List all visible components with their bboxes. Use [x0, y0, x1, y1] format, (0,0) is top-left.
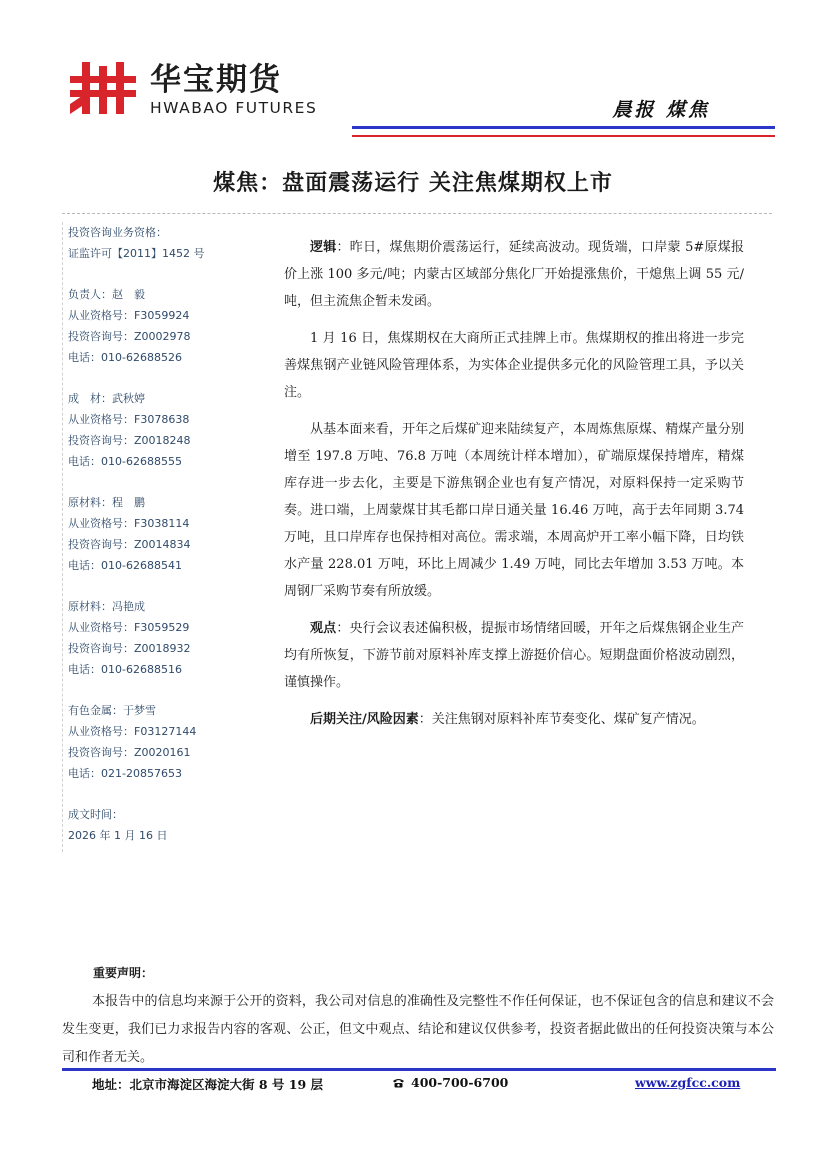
footer-phone	[392, 1075, 508, 1090]
logo-chinese-name: 华宝期货	[150, 62, 282, 98]
contact-block	[68, 284, 268, 368]
contact-cert: 从业资格号：F3059529	[68, 621, 190, 634]
report-tag: 晨报 煤焦	[612, 99, 710, 121]
license-number: 证监许可【2011】1452 号	[68, 247, 205, 260]
company-logo	[68, 62, 318, 122]
fundamentals-text: 从基本面来看，开年之后煤矿迎来陆续复产，本周炼焦原煤、精煤产量分别增至 197.8 万吨、76.8 万吨（本周统计样本增加），矿端原煤保持增库，精煤库存进一步去化，主要是下游焦钢企业也有复产情况，对原料保持一定采购节奏。进口端，上周蒙煤甘其毛都口岸日通关量 16.46 万吨，高于去年同期 3.74 万吨，且口岸库存也保持相对高位。需求端，本周高炉开工率小幅下降，日均铁水产量 228.01 万吨，环比上周减少 1.49 万吨，同比去年增加 3.53 万吨。本周钢厂采购节奏有所放缓。	[284, 422, 744, 599]
contact-role: 有色金属：于梦雪	[68, 704, 156, 717]
page-footer	[0, 1075, 826, 1095]
contact-invest: 投资咨询号：Z0014834	[68, 538, 191, 551]
analyst-sidebar	[68, 222, 268, 866]
contact-phone: 电话：010-62688526	[68, 351, 182, 364]
contact-cert: 从业资格号：F3078638	[68, 413, 190, 426]
contact-role: 负责人：赵 毅	[68, 288, 145, 301]
header-rule-blue	[352, 126, 775, 129]
options-paragraph	[284, 325, 744, 406]
report-body	[284, 234, 744, 743]
contact-cert: 从业资格号：F3059924	[68, 309, 190, 322]
risk-text: ：关注焦钢对原料补库节奏变化、煤矿复产情况。	[418, 712, 705, 727]
page-title: 煤焦：盘面震荡运行 关注焦煤期权上市	[213, 171, 613, 196]
date-label: 成文时间：	[68, 808, 123, 821]
contact-block	[68, 596, 268, 680]
contact-block	[68, 492, 268, 576]
hwabao-logo-icon	[68, 62, 138, 114]
disclaimer-title: 重要声明：	[93, 966, 154, 980]
logic-text: ：昨日，煤焦期价震荡运行，延续高波动。现货端，口岸蒙 5#原煤报价上涨 100 多元/吨；内蒙古区域部分焦化厂开始提涨焦价，干熄焦上调 55 元/吨，但主流焦企暂未发函。	[284, 240, 744, 309]
date-value: 2026 年 1 月 16 日	[68, 829, 168, 842]
risk-label: 后期关注/风险因素	[310, 712, 419, 727]
contact-role: 原材料：冯艳成	[68, 600, 145, 613]
contact-invest: 投资咨询号：Z0018932	[68, 642, 191, 655]
contact-cert: 从业资格号：F03127144	[68, 725, 197, 738]
contact-invest: 投资咨询号：Z0020161	[68, 746, 191, 759]
risk-paragraph	[284, 706, 744, 733]
contact-phone: 电话：010-62688555	[68, 455, 182, 468]
logic-label: 逻辑	[310, 240, 337, 255]
logo-english-name: HWABAO FUTURES	[150, 99, 318, 117]
contact-phone: 电话：021-20857653	[68, 767, 182, 780]
view-text: ：央行会议表述偏积极，提振市场情绪回暖，开年之后煤焦钢企业生产均有所恢复，下游节前对原料补库支撑上游挺价信心。短期盘面价格波动剧烈，谨慎操作。	[284, 621, 744, 690]
contact-invest: 投资咨询号：Z0002978	[68, 330, 191, 343]
contact-cert: 从业资格号：F3038114	[68, 517, 190, 530]
contact-block	[68, 388, 268, 472]
sidebar-divider	[62, 222, 63, 852]
options-text: 1 月 16 日，焦煤期权在大商所正式挂牌上市。焦煤期权的推出将进一步完善煤焦钢产业链风险管理体系，为实体企业提供多元化的风险管理工具，予以关注。	[284, 331, 744, 400]
contact-invest: 投资咨询号：Z0018248	[68, 434, 191, 447]
phone-icon	[392, 1078, 405, 1088]
disclaimer-text: 本报告中的信息均来源于公开的资料，我公司对信息的准确性及完整性不作任何保证，也不保证包含的信息和建议不会发生变更，我们已力求报告内容的客观、公正，但文中观点、结论和建议仅供参考，投资者据此做出的任何投资决策与本公司和作者无关。	[62, 994, 774, 1065]
view-paragraph	[284, 615, 744, 696]
license-block	[68, 222, 268, 264]
contact-role: 原材料：程 鹏	[68, 496, 145, 509]
contact-phone: 电话：010-62688516	[68, 663, 182, 676]
date-block	[68, 804, 268, 846]
contact-block	[68, 700, 268, 784]
contact-role: 成 材：武秋婷	[68, 392, 145, 405]
logic-paragraph	[284, 234, 744, 315]
contact-phone: 电话：010-62688541	[68, 559, 182, 572]
footer-website-link[interactable]: www.zgfcc.com	[635, 1075, 741, 1090]
license-label: 投资咨询业务资格：	[68, 226, 167, 239]
title-divider	[62, 213, 772, 214]
footer-rule	[62, 1068, 776, 1071]
footer-address: 地址：北京市海淀区海淀大街 8 号 19 层	[92, 1077, 324, 1092]
view-label: 观点	[310, 621, 337, 636]
footer-phone-number: 400-700-6700	[411, 1075, 509, 1090]
header-rule-red	[352, 135, 775, 137]
fundamentals-paragraph	[284, 416, 744, 605]
